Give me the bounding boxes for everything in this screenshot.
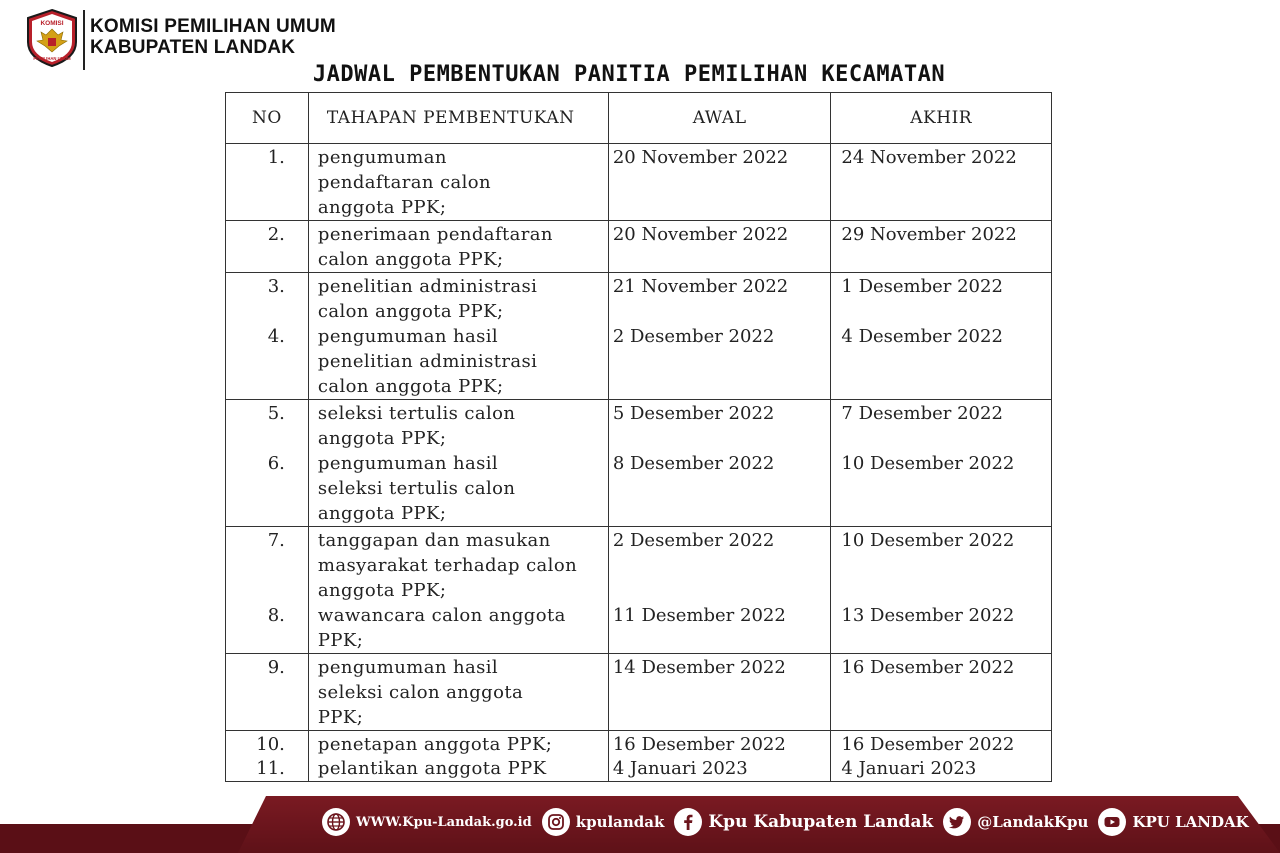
start-date: 11 Desember 2022 — [612, 605, 786, 626]
stage-description: pengumuman pendaftaran calon anggota PPK; — [317, 147, 491, 218]
header-no: NO — [226, 93, 309, 144]
schedule-table — [225, 92, 1052, 782]
instagram-link[interactable] — [542, 808, 665, 836]
header-akhir: AKHIR — [831, 93, 1052, 144]
header-awal: AWAL — [608, 93, 831, 144]
end-date: 10 Desember 2022 — [841, 453, 1015, 474]
end-date: 29 November 2022 — [841, 224, 1017, 245]
twitter-link[interactable] — [943, 808, 1088, 836]
stage-description: penelitian administrasi calon anggota PPK; — [317, 276, 538, 322]
table-row — [226, 144, 1052, 221]
kpu-logo — [25, 8, 79, 68]
end-date: 13 Desember 2022 — [841, 605, 1015, 626]
stage-description: penerimaan pendaftaran calon anggota PPK; — [317, 224, 553, 270]
page-title: JADWAL PEMBENTUKAN PANITIA PEMILIHAN KECAMATAN — [312, 62, 946, 87]
start-date: 2 Desember 2022 — [612, 530, 775, 551]
start-date: 8 Desember 2022 — [612, 453, 775, 474]
stage-description: pengumuman hasil penelitian administrasi calon anggota PPK; — [317, 326, 538, 397]
end-date: 10 Desember 2022 — [841, 530, 1015, 551]
row-number: 9. — [267, 657, 285, 678]
start-date: 20 November 2022 — [612, 224, 789, 245]
stage-description: penetapan anggota PPK; — [317, 734, 553, 755]
table-row — [226, 527, 1052, 654]
end-date: 7 Desember 2022 — [841, 403, 1003, 424]
stage-description: wawancara calon anggota PPK; — [317, 605, 566, 651]
instagram-icon — [542, 808, 570, 836]
stage-description: pengumuman hasil seleksi calon anggota PPK; — [317, 657, 524, 728]
start-date: 21 November 2022 — [612, 276, 789, 297]
stage-description: seleksi tertulis calon anggota PPK; — [317, 403, 516, 449]
footer-social-links — [322, 806, 1249, 838]
table-row — [226, 654, 1052, 731]
start-date: 2 Desember 2022 — [612, 326, 775, 347]
end-date: 24 November 2022 — [841, 147, 1017, 168]
row-number: 10. — [256, 734, 285, 755]
stage-description: pelantikan anggota PPK — [317, 758, 547, 779]
end-date: 4 Januari 2023 — [841, 758, 977, 779]
youtube-icon — [1098, 808, 1126, 836]
end-date: 16 Desember 2022 — [841, 657, 1015, 678]
row-number: 8. — [267, 605, 285, 626]
row-number: 11. — [256, 758, 285, 779]
row-number: 5. — [267, 403, 285, 424]
table-row — [226, 273, 1052, 400]
table-row — [226, 400, 1052, 527]
row-number: 2. — [267, 224, 285, 245]
row-number: 7. — [267, 530, 285, 551]
facebook-link[interactable] — [674, 808, 933, 836]
website-text: WWW.Kpu-Landak.go.id — [356, 814, 532, 830]
table-row — [226, 731, 1052, 782]
table-row — [226, 221, 1052, 273]
row-number: 4. — [267, 326, 285, 347]
twitter-text: @LandakKpu — [977, 813, 1089, 831]
end-date: 4 Desember 2022 — [841, 326, 1003, 347]
youtube-link[interactable] — [1098, 808, 1248, 836]
row-number: 3. — [267, 276, 285, 297]
end-date: 1 Desember 2022 — [841, 276, 1003, 297]
start-date: 5 Desember 2022 — [612, 403, 775, 424]
twitter-icon — [943, 808, 971, 836]
row-number: 1. — [267, 147, 285, 168]
facebook-icon — [674, 808, 702, 836]
start-date: 16 Desember 2022 — [612, 734, 786, 755]
row-number: 6. — [267, 453, 285, 474]
table-header-row — [226, 93, 1052, 144]
org-name-line2: KABUPATEN LANDAK — [90, 37, 296, 58]
org-name-line1: KOMISI PEMILIHAN UMUM — [90, 16, 336, 37]
start-date: 14 Desember 2022 — [612, 657, 786, 678]
facebook-text: Kpu Kabupaten Landak — [708, 812, 934, 832]
logo-text-bottom: PEMILIHAN UMUM — [33, 56, 71, 61]
start-date: 4 Januari 2023 — [612, 758, 748, 779]
stage-description: pengumuman hasil seleksi tertulis calon anggota PPK; — [317, 453, 516, 524]
logo-text-top: KOMISI — [40, 20, 64, 27]
youtube-text: KPU LANDAK — [1132, 813, 1249, 831]
instagram-text: kpulandak — [575, 813, 665, 831]
header-tahapan: TAHAPAN PEMBENTUKAN — [308, 93, 608, 144]
start-date: 20 November 2022 — [612, 147, 789, 168]
website-link[interactable] — [322, 808, 532, 836]
globe-icon — [322, 808, 350, 836]
header-divider — [83, 10, 85, 70]
end-date: 16 Desember 2022 — [841, 734, 1015, 755]
stage-description: tanggapan dan masukan masyarakat terhadap calon anggota PPK; — [317, 530, 578, 601]
